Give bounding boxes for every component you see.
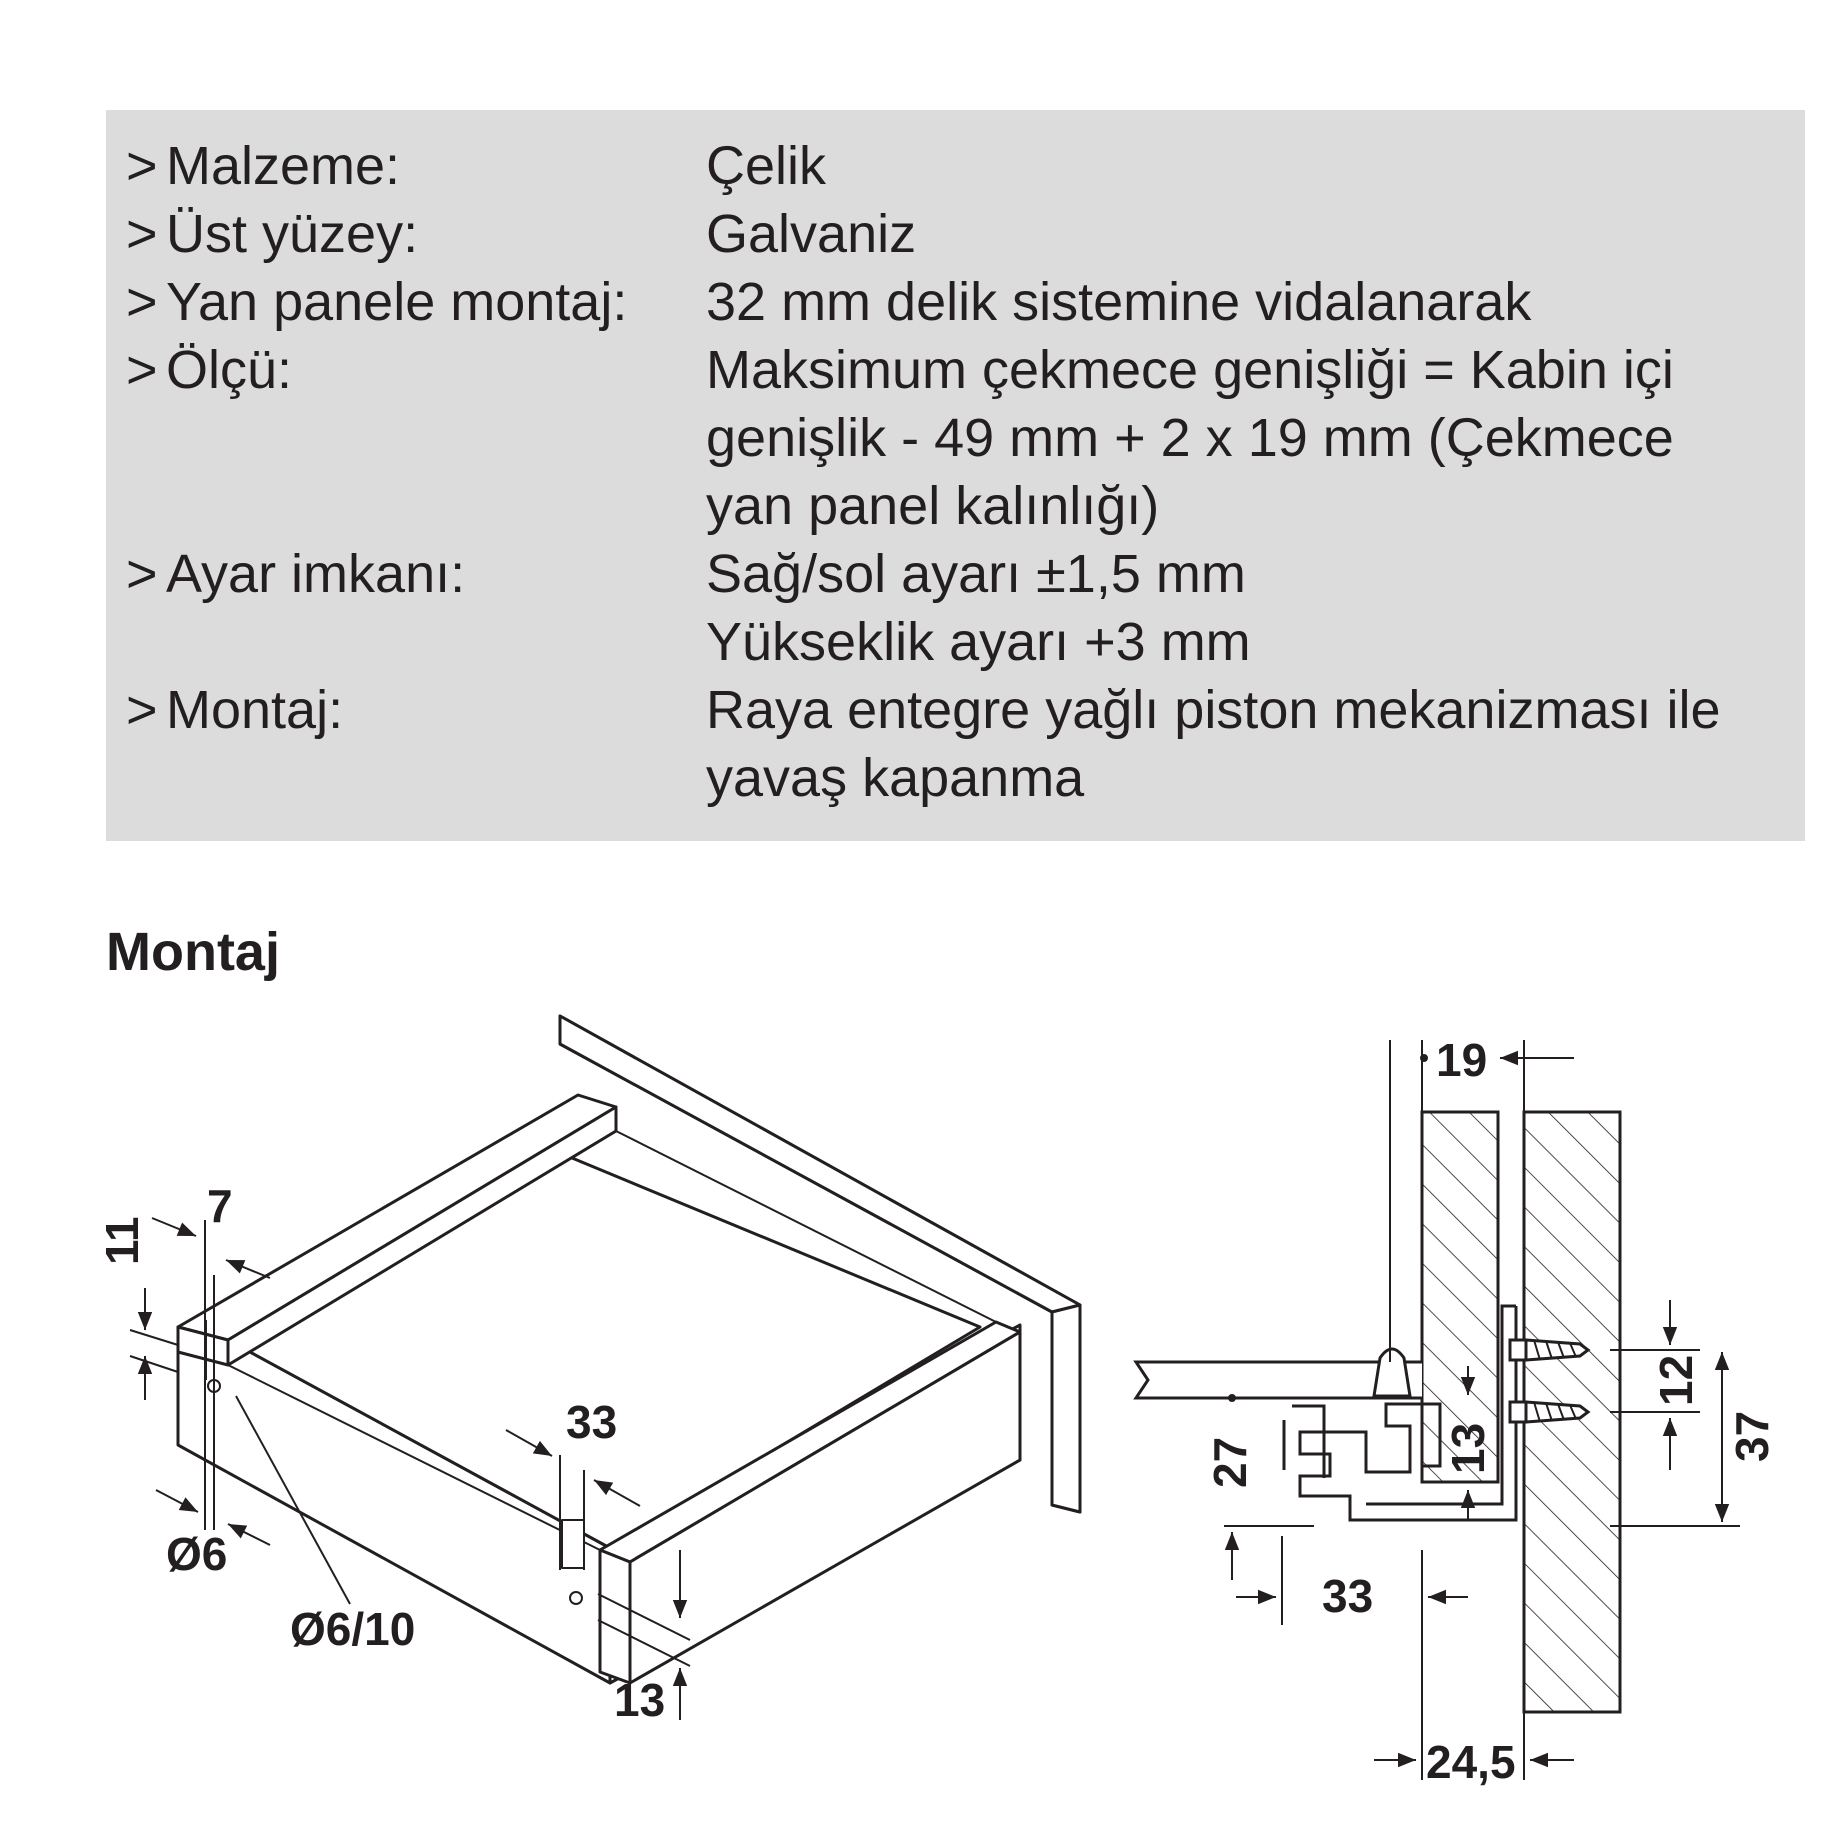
dim-7-label: 7	[207, 1180, 233, 1232]
spec-value-line: Çelik	[706, 136, 827, 196]
dim-d6-label: Ø6	[166, 1528, 228, 1580]
dim-24-5-label: 24,5	[1426, 1736, 1516, 1788]
spec-value-line: 32 mm delik sistemine vidalanarak	[706, 272, 1532, 332]
dim-33-label: 33	[566, 1396, 618, 1448]
spec-value-line: yavaş kapanma	[706, 748, 1085, 808]
spec-label-text: Montaj:	[166, 680, 344, 740]
screw-top	[1510, 1340, 1588, 1360]
dim-19-label: 19	[1436, 1034, 1488, 1086]
bullet-arrow: >	[126, 272, 158, 332]
section-title: Montaj	[106, 922, 280, 982]
spec-value-line: yan panel kalınlığı)	[706, 476, 1160, 536]
dim-11-label: 11	[96, 1216, 148, 1265]
screw-bottom	[1510, 1402, 1588, 1422]
spec-label-text: Ölçü:	[166, 340, 293, 400]
dim-27-label: 27	[1204, 1436, 1256, 1488]
spec-label-text: Malzeme:	[166, 136, 401, 196]
spec-value-line: Maksimum çekmece genişliği = Kabin içi	[706, 340, 1674, 400]
bullet-arrow: >	[126, 204, 158, 264]
drawer-isometric	[178, 1016, 1080, 1683]
bullet-arrow: >	[126, 544, 158, 604]
dim-13-label: 13	[614, 1674, 666, 1726]
spec-value-line: Galvaniz	[706, 204, 917, 264]
section-view	[1136, 1112, 1620, 1712]
spec-label-text: Ayar imkanı:	[166, 544, 466, 604]
drawer-dowel	[1374, 1349, 1410, 1396]
dim-d6-10-label: Ø6/10	[290, 1603, 416, 1655]
bullet-arrow: >	[126, 136, 158, 196]
spec-label-text: Yan panele montaj:	[166, 272, 628, 332]
dim-12-label: 12	[1650, 1354, 1702, 1406]
dim-13-right-label: 13	[1442, 1422, 1494, 1474]
bullet-arrow: >	[126, 340, 158, 400]
spec-value-line: Yükseklik ayarı +3 mm	[706, 612, 1251, 672]
spec-label-text: Üst yüzey:	[166, 204, 419, 264]
spec-value-line: Sağ/sol ayarı ±1,5 mm	[706, 544, 1246, 604]
spec-value-line: genişlik - 49 mm + 2 x 19 mm (Çekmece	[706, 408, 1674, 468]
bullet-arrow: >	[126, 680, 158, 740]
spec-value-line: Raya entegre yağlı piston mekanizması ile	[706, 680, 1721, 740]
dim-33-right-label: 33	[1322, 1570, 1374, 1622]
dim-37-label: 37	[1726, 1410, 1778, 1462]
